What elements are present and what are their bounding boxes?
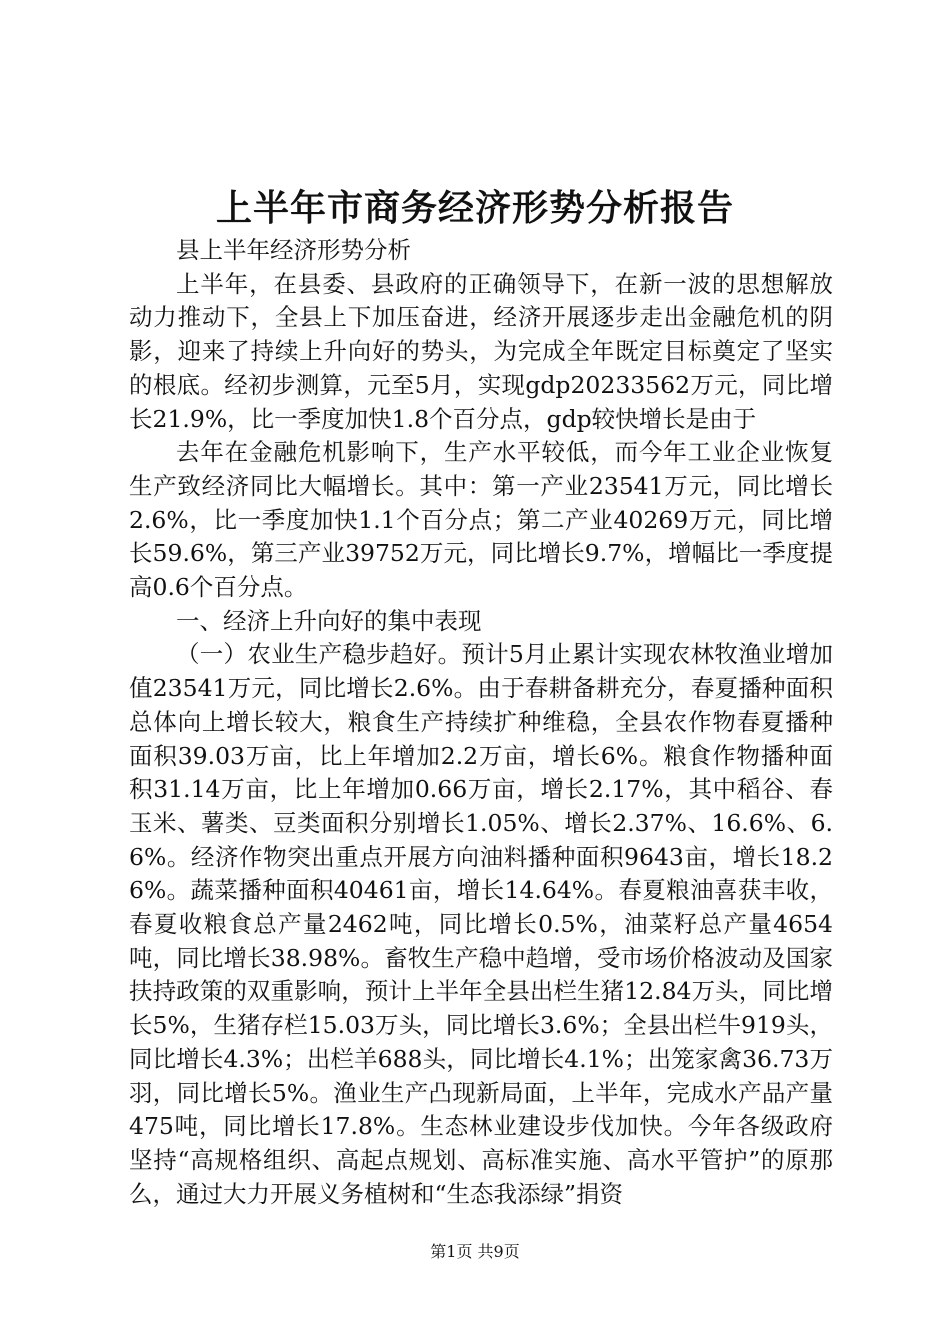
- paragraph-subtitle: 县上半年经济形势分析: [176, 236, 411, 264]
- section-heading: 一、经济上升向好的集中表现: [176, 606, 482, 635]
- paragraph-intro: 上半年，在县委、县政府的正确领导下，在新一波的思想解放动力推动下，全县上下加压奋进，经济开展逐步走出金融危机的阴影，迎来了持续上升向好的势头，为完成全年既定目标奠定了坚实的根底。经初步测算，元至5月，实现gdp20233562万元，同比增长21.9%，比一季度加快1.8个百分点，gdp较快增长是由于: [129, 269, 833, 433]
- paragraph-agriculture: （一）农业生产稳步趋好。预计5月止累计实现农林牧渔业增加值23541万元，同比增长2.6%。由于春耕备耕充分，春夏播种面积总体向上增长较大，粮食生产持续扩种维稳，全县农作物春夏播种面积39.03万亩，比上年增加2.2万亩，增长6%。粮食作物播种面积31.14万亩，比上年增加0.66万亩，增长2.17%，其中稻谷、春玉米、薯类、豆类面积分别增长1.05%、增长2.37%、16.6%、6.6%。经济作物突出重点开展方向油料播种面积9643亩，增长18.26%。蔬菜播种面积40461亩，增长14.64%。春夏粮油喜获丰收，春夏收粮食总产量2462吨，同比增长0.5%，油菜籽总产量4654吨，同比增长38.98%。畜牧生产稳中趋增，受市场价格波动及国家扶持政策的双重影响，预计上半年全县出栏生猪12.84万头，同比增长5%，生猪存栏15.03万头，同比增长3.6%；全县出栏牛919头，同比增长4.3%；出栏羊688头，同比增长4.1%；出笼家禽36.73万羽，同比增长5%。渔业生产凸现新局面，上半年，完成水产品产量475吨，同比增长17.8%。生态林业建设步伐加快。今年各级政府坚持“高规格组织、高起点规划、高标准实施、高水平管护”的原那么，通过大力开展义务植树和“生态我添绿”捐资: [129, 640, 833, 1208]
- paragraph-industry-breakdown: 去年在金融危机影响下，生产水平较低，而今年工业企业恢复生产致经济同比大幅增长。其中：第一产业23541万元，同比增长2.6%，比一季度加快1.1个百分点；第二产业40269万元，同比增长59.6%，第三产业39752万元，同比增长9.7%，增幅比一季度提高0.6个百分点。: [129, 438, 833, 602]
- document-body: [129, 234, 833, 1211]
- page-number: 第1页 共9页: [430, 1242, 520, 1261]
- document-title: 上半年市商务经济形势分析报告: [215, 187, 734, 229]
